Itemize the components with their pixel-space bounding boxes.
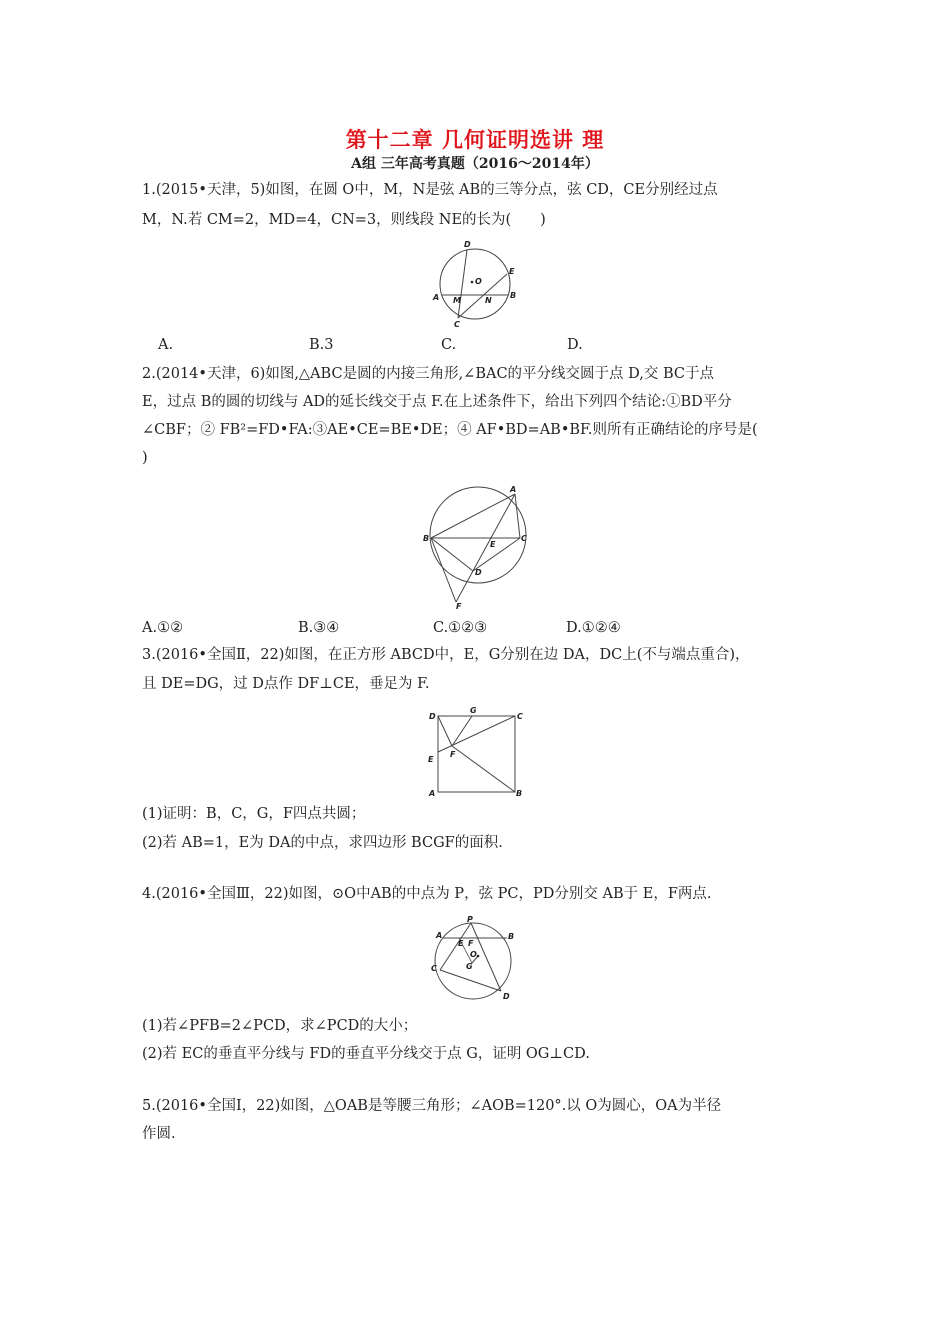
q3-figure bbox=[425, 704, 535, 800]
q1-label-a: A bbox=[433, 293, 440, 302]
q4-label-b: B bbox=[508, 932, 515, 941]
section-subtitle: A组 三年高考真题（2016～2014年） bbox=[351, 156, 599, 172]
q2-label-b: B bbox=[423, 534, 430, 543]
q1-option-d: D. bbox=[567, 337, 583, 353]
q1-label-c: C bbox=[454, 320, 460, 329]
q3-part-2: (2)若 AB=1，E为 DA的中点，求四边形 BCGF的面积. bbox=[142, 835, 503, 851]
q4-label-c: C bbox=[431, 964, 437, 973]
q2-label-c: C bbox=[521, 534, 527, 543]
q1-figure bbox=[425, 238, 525, 330]
q3-label-e: E bbox=[428, 755, 434, 764]
q4-part-2: (2)若 EC的垂直平分线与 FD的垂直平分线交于点 G，证明 OG⊥CD. bbox=[142, 1046, 590, 1062]
q1-line-2: M，N.若 CM=2，MD=4，CN=3，则线段 NE的长为( ) bbox=[142, 212, 546, 228]
q1-line-1: 1.(2015•天津，5)如图，在圆 O中，M，N是弦 AB的三等分点，弦 CD，CE分别经过点 bbox=[142, 182, 718, 198]
q3-label-b: B bbox=[516, 789, 523, 798]
q4-label-d: D bbox=[503, 992, 510, 1001]
q3-label-g: G bbox=[470, 706, 477, 715]
q3-part-1: (1)证明：B，C，G，F四点共圆； bbox=[142, 806, 366, 822]
q1-option-b: B.3 bbox=[309, 337, 334, 353]
q2-line-2: E，过点 B的圆的切线与 AD的延长线交于点 F.在上述条件下，给出下列四个结论:①BD平分 bbox=[142, 394, 732, 410]
q5-line-1: 5.(2016•全国Ⅰ，22)如图，△OAB是等腰三角形；∠AOB=120°.以 O为圆心，OA为半径 bbox=[142, 1098, 722, 1114]
q4-label-f: F bbox=[468, 939, 474, 948]
q1-label-n: N bbox=[485, 296, 492, 305]
q4-label-g: G bbox=[466, 962, 473, 971]
q1-label-b: B bbox=[510, 291, 517, 300]
q2-label-d: D bbox=[475, 568, 482, 577]
q4-label-o: O bbox=[470, 950, 477, 959]
q2-option-b: B.③④ bbox=[298, 620, 340, 636]
q2-option-c: C.①②③ bbox=[433, 620, 488, 636]
q2-line-4: ) bbox=[142, 450, 148, 466]
q4-part-1: (1)若∠PFB=2∠PCD，求∠PCD的大小； bbox=[142, 1018, 418, 1034]
q2-label-e: E bbox=[490, 540, 496, 549]
q2-label-a: A bbox=[510, 485, 517, 494]
q1-option-a: A. bbox=[158, 337, 174, 353]
q2-line-1: 2.(2014•天津，6)如图,△ABC是圆的内接三角形,∠BAC的平分线交圆于点 D,交 BC于点 bbox=[142, 366, 715, 382]
q2-option-d: D.①②④ bbox=[566, 620, 621, 636]
q1-label-e: E bbox=[509, 267, 515, 276]
q2-line-3: ∠CBF；② FB²=FD•FA:③AE•CE=BE•DE；④ AF•BD=AB•BF.则所有正确结论的序号是( bbox=[142, 422, 758, 438]
q1-label-m: M bbox=[453, 296, 461, 305]
q2-option-a: A.①② bbox=[142, 620, 184, 636]
q3-label-f: F bbox=[450, 750, 456, 759]
q3-label-a: A bbox=[429, 789, 436, 798]
q4-figure bbox=[428, 916, 524, 1006]
q3-line-2: 且 DE=DG，过 D点作 DF⊥CE，垂足为 F. bbox=[142, 676, 430, 692]
q4-label-e: E bbox=[458, 939, 464, 948]
q1-option-c: C. bbox=[441, 337, 457, 353]
chapter-title: 第十二章 几何证明选讲 理 bbox=[345, 127, 605, 152]
q5-line-2: 作圆. bbox=[142, 1126, 176, 1142]
q3-line-1: 3.(2016•全国Ⅱ，22)如图，在正方形 ABCD中，E，G分别在边 DA，DC上(不与端点重合)， bbox=[142, 647, 750, 663]
q4-line-1: 4.(2016•全国Ⅲ，22)如图，⊙O中AB的中点为 P，弦 PC，PD分别交 AB于 E，F两点. bbox=[142, 886, 712, 902]
q3-label-d: D bbox=[429, 712, 436, 721]
q2-label-f: F bbox=[456, 602, 462, 611]
q1-label-o: O bbox=[475, 277, 482, 286]
q1-label-d: D bbox=[464, 240, 471, 249]
q4-label-a: A bbox=[436, 931, 443, 940]
q4-label-p: P bbox=[467, 916, 473, 924]
q2-figure bbox=[418, 478, 538, 612]
q3-label-c: C bbox=[517, 712, 523, 721]
